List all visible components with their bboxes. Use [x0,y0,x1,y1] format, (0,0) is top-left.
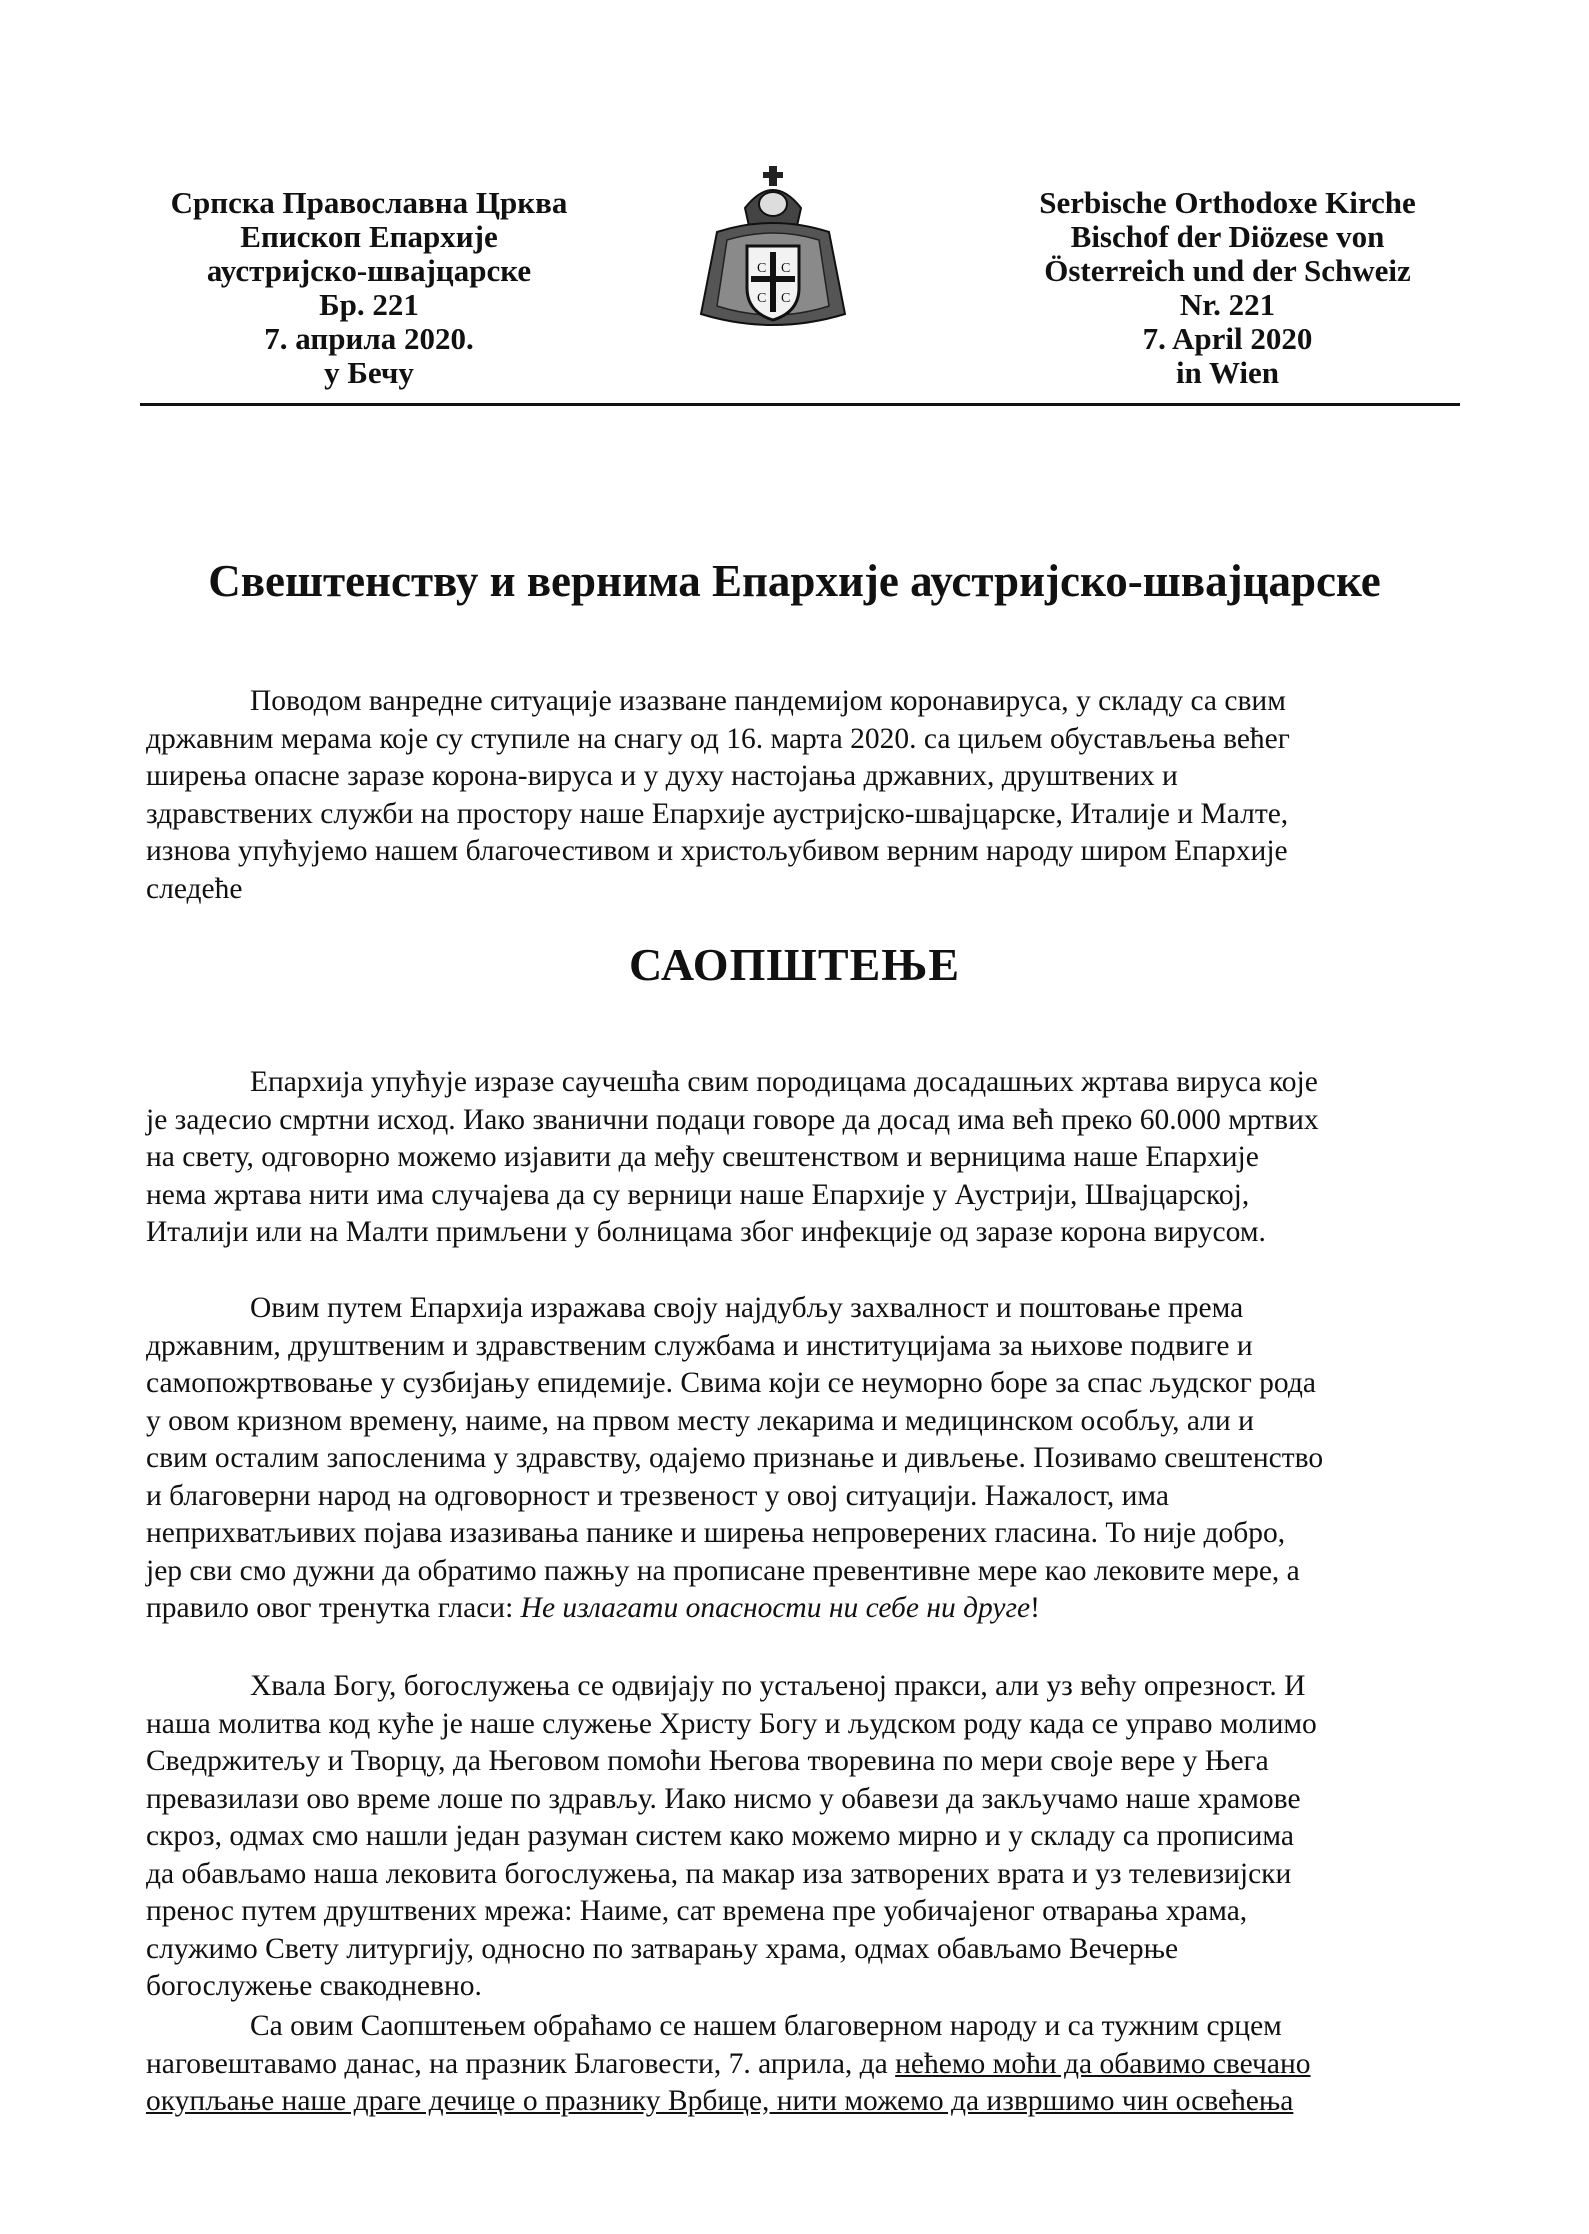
paragraph-line: Са овим Саопштењем обраћамо се нашем благоверном народу и са тужним срцем [250,2010,1282,2042]
svg-text:C: C [781,261,791,276]
paragraph-line: неприхватљивих појава изазивања панике и ширења непроверених гласина. То није добро, [146,1517,1286,1549]
paragraph-line: јер сви смо дужни да обратимо пажњу на прописане превентивне мере као лековите мере, а [146,1554,1300,1587]
paragraph-line: превазилази ово време лоше по здрављу. Иако нисмо у обавези да закључамо наше храмове [146,1782,1301,1815]
header-right-line: Serbische Orthodoxe Kirche [1039,185,1416,220]
svg-text:C: C [781,291,791,306]
header-right-german [995,186,1460,390]
header-right-line: Bischof der Diözese von [1070,219,1385,254]
paragraph-line: здравствених служби на простору наше Епархије аустријско-швајцарске, Италије и Малте, [146,797,1289,830]
line-text: наговештавамо данас, на празник Благовести, 7. априла, да [146,2047,896,2080]
paragraph-line: следеће [146,872,243,905]
paragraph-line: самопожртвовање у сузбијању епидемије. Свима који се неуморно боре за спас људског рода [146,1367,1316,1399]
announcement-heading: САОПШТЕЊЕ [628,939,961,990]
paragraph-line: државним, друштвеним и здравственим службама и институцијама за њихове подвиге и [146,1329,1253,1362]
paragraph-line: Хвала Богу, богослужења се одвијају по устаљеној пракси, али уз већу опрезност. И [250,1670,1306,1702]
svg-text:C: C [757,261,767,276]
header-left-line: 7. априла 2020. [264,321,474,356]
paragraph-line: свим осталим запосленима у здравству, одајемо признање и дивљење. Позивамо свештенство [146,1442,1324,1474]
paragraph-line: богослужење свакодневно. [146,1970,482,2002]
services-paragraph [146,1668,1446,2006]
paragraph-line: изнова упућујемо нашем благочестивом и христољубивом верним народу широм Епархије [146,835,1288,867]
paragraph-line: на свету, одговорно можемо изјавити да међу свештенством и верницима наше Епархије [146,1141,1259,1173]
paragraph-line: скроз, одмах смо нашли један разуман систем како можемо мирно и у складу са прописима [146,1820,1294,1852]
header-left-serbian [135,186,603,390]
document-title: Свештенству и вернима Епархије аустријско-швајцарске [208,556,1381,606]
header-left-line: Епископ Епархије [240,219,498,254]
paragraph-line: нема жртава нити има случајева да су верници наше Епархије у Аустрији, Швајцарској, [146,1178,1250,1211]
line-text: ! [1030,1592,1040,1624]
paragraph-line: служимо Свету литургију, односно по затварању храма, одмах обављамо Вечерње [146,1932,1179,1965]
paragraph-line: да обављамо наша лековита богослужења, па макар иза затворених врата и уз телевизијски [146,1857,1292,1890]
paragraph-line: ширења опасне заразе корона-вируса и у духу настојања државних, друштвених и [146,760,1178,792]
underlined-text: окупљање наше драге дечице о празнику Врбице, нити можемо да извршимо чин освећења [146,2085,1294,2117]
paragraph-line [146,2046,1446,2084]
announcement-paragraph [146,2008,1446,2121]
header-right-line: Nr. 221 [1179,287,1276,322]
header-left-line: Бр. 221 [319,287,419,322]
line-text: правило овог тренутка гласи: [146,1592,521,1624]
condolence-paragraph [146,1064,1446,1252]
paragraph-line: Епархија упућује изразе саучешћа свим породицама досадашњих жртава вируса које [250,1066,1318,1098]
paragraph-line: Сведржитељу и Творцу, да Његовом помоћи Његова творевина по мери своје вере у Њега [146,1745,1269,1777]
header-left-line: аустријско-швајцарске [206,253,532,288]
paragraph-line: Поводом ванредне ситуације изазване пандемијом коронавируса, у складу са свим [250,685,1286,717]
gratitude-paragraph [146,1290,1446,1628]
header-right-line: Österreich und der Schweiz [1044,253,1411,288]
diocese-coat-of-arms-icon [697,164,849,340]
paragraph-line [146,1590,1446,1628]
paragraph-line: Италији или на Малти примљени у болницама због инфекције од заразе корона вирусом. [146,1216,1266,1248]
paragraph-line: Овим путем Епархија изражава своју најдубљу захвалност и поштовање према [250,1292,1244,1324]
intro-paragraph [146,683,1446,908]
svg-text:C: C [757,291,767,306]
italic-quote: Не излагати опасности ни себе ни друге [520,1592,1031,1624]
header-divider [140,403,1460,406]
paragraph-line: пренос путем друштвених мрежа: Наиме, сат времена пре уобичајеног отварања храма, [146,1895,1248,1927]
header-right-line: 7. April 2020 [1142,321,1313,356]
header-left-line: у Бечу [324,355,414,390]
underlined-text: нећемо моћи да обавимо свечано [895,2047,1311,2080]
paragraph-line: и благоверни народ на одговорност и трезвеност у овој ситуацији. Нажалост, има [146,1479,1169,1512]
paragraph-line: државним мерама које су ступиле на снагу од 16. марта 2020. са циљем обустављења већег [146,722,1290,755]
paragraph-line: у овом кризном времену, наиме, на првом месту лекарима и медицинском особљу, али и [146,1404,1254,1437]
header-left-line: Српска Православна Црква [170,185,568,220]
paragraph-line: је задесио смртни исход. Иако званични подаци говоре да досад има већ преко 60.000 мртвих [146,1103,1319,1136]
header-right-line: in Wien [1175,355,1280,390]
paragraph-line: наша молитва код куће је наше служење Христу Богу и људском роду када се управо молимо [146,1707,1317,1740]
